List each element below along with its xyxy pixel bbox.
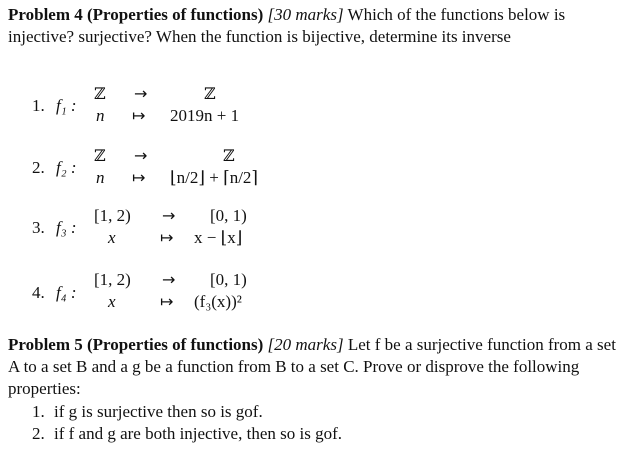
item-text: if f and g are both injective, then so is gof.: [54, 424, 342, 443]
arrow-icon: →: [134, 146, 148, 165]
problem-4-heading: Problem 4 (Properties of functions): [8, 5, 264, 24]
function-expression: 2019n + 1: [170, 106, 240, 125]
function-number: 3.: [32, 218, 45, 237]
function-number: 4.: [32, 283, 45, 302]
item-number: 1.: [32, 402, 45, 421]
function-domain: [1, 2): [94, 270, 131, 289]
problem-5-paragraph: [8, 334, 616, 400]
function-number: 1.: [32, 96, 45, 115]
arrow-icon: →: [162, 206, 176, 225]
problem-5-item-2: [32, 424, 342, 444]
item-text: if g is surjective then so is gof.: [54, 402, 263, 421]
function-expression: (f₃(x))²: [194, 292, 242, 311]
function-domain: ℤ: [94, 84, 106, 103]
function-codomain: ℤ: [204, 84, 216, 103]
mapsto-icon: ↦: [160, 228, 174, 247]
function-expression: x − ⌊x⌋: [194, 228, 243, 247]
mapsto-icon: ↦: [160, 292, 174, 311]
function-variable: n: [96, 106, 105, 125]
function-expression: ⌊n/2⌋ + ⌈n/2⌉: [170, 168, 259, 187]
mapsto-icon: ↦: [132, 168, 146, 187]
function-domain: ℤ: [94, 146, 106, 165]
function-name: f₁ :: [56, 96, 77, 115]
function-domain: [1, 2): [94, 206, 131, 225]
function-name: f₂ :: [56, 158, 77, 177]
function-variable: x: [108, 228, 116, 247]
arrow-icon: →: [162, 270, 176, 289]
function-name: f₄ :: [56, 283, 77, 302]
mapsto-icon: ↦: [132, 106, 146, 125]
function-number: 2.: [32, 158, 45, 177]
function-name: f₃ :: [56, 218, 77, 237]
function-codomain: [0, 1): [210, 206, 247, 225]
function-variable: n: [96, 168, 105, 187]
problem-5-text: Let f be a surjective function from a set A to a set B and a g be a function from B to a set C. Prove or disprove the following properties:: [8, 335, 616, 398]
item-number: 2.: [32, 424, 45, 443]
problem-4-paragraph: [8, 4, 616, 48]
problem-4-text: Which of the functions below is injective? surjective? When the function is bijective, determine its inverse: [8, 5, 566, 46]
function-codomain: [0, 1): [210, 270, 247, 289]
function-codomain: ℤ: [223, 146, 235, 165]
arrow-icon: →: [134, 84, 148, 103]
problem-5-heading: Problem 5 (Properties of functions): [8, 335, 264, 354]
problem-4-marks: [30 marks]: [267, 5, 344, 24]
problem-5-marks: [20 marks]: [267, 335, 344, 354]
problem-5-item-1: [32, 402, 263, 422]
function-variable: x: [108, 292, 116, 311]
